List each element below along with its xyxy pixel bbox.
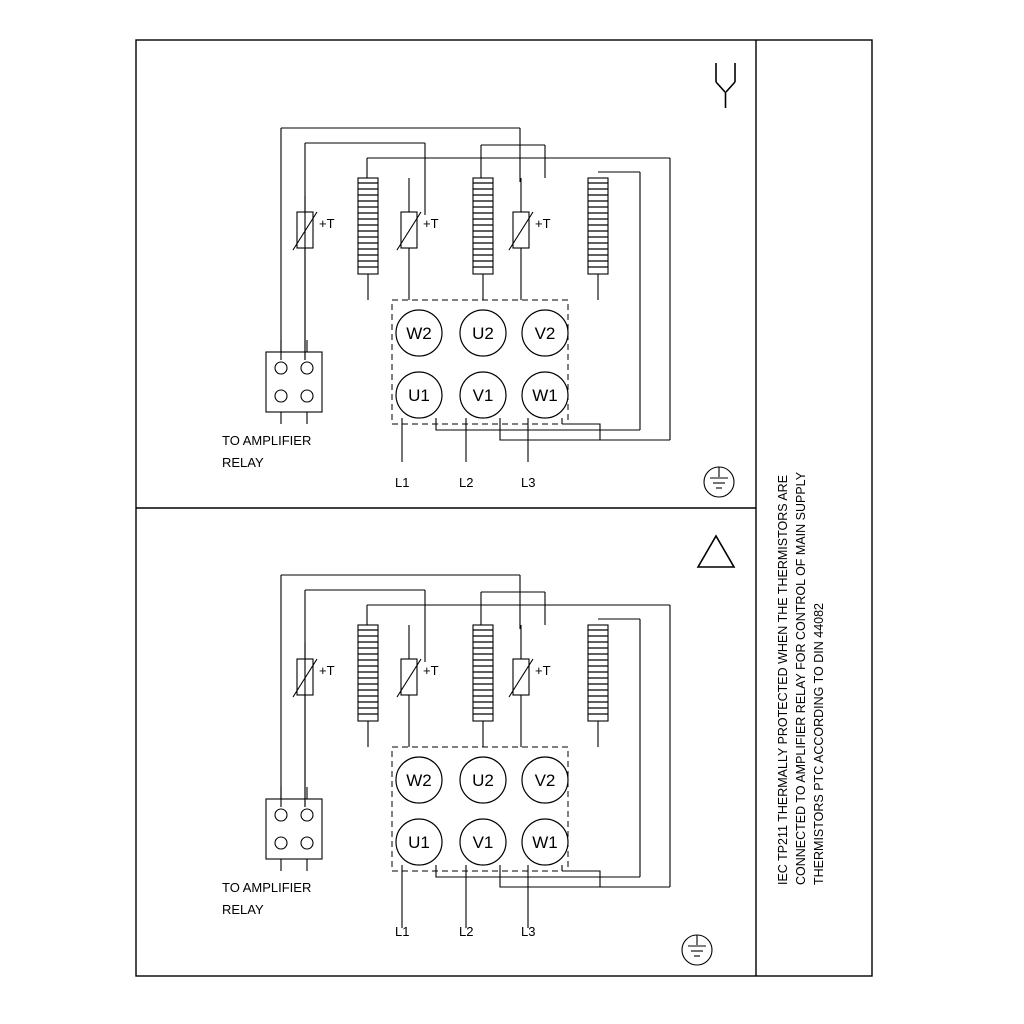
winding-coil-3: [588, 178, 608, 300]
thermistor-group-3: [509, 196, 551, 264]
winding-coil-5: [473, 625, 493, 747]
thermistor-group-1: [293, 196, 335, 264]
terminal-label-w1-2: W1: [532, 833, 558, 852]
amplifier-connector-block: [266, 340, 322, 424]
thermistor-label-5: +T: [423, 663, 439, 678]
terminal-label-v1-2: V1: [472, 833, 494, 852]
supply-label-l1-2: L1: [395, 924, 410, 939]
side-note-line3: THERMISTORS PTC ACCORDING TO DIN 44082: [812, 602, 826, 885]
side-note: [776, 471, 826, 885]
terminal-label-u1: U1: [408, 386, 430, 405]
amplifier-label-line1-2: TO AMPLIFIER: [222, 880, 312, 895]
amplifier-label-line1: TO AMPLIFIER: [222, 433, 312, 448]
thermistor-group-4: [293, 643, 335, 711]
thermistor-label-2: +T: [423, 216, 439, 231]
supply-label-l2: L2: [459, 475, 474, 490]
terminal-u2: [460, 310, 506, 356]
thermistor-group-2: [397, 196, 439, 264]
panel-star: [222, 63, 735, 497]
terminal-w1-2: [522, 819, 568, 865]
terminal-u1-2: [396, 819, 442, 865]
terminal-label-v1: V1: [472, 386, 494, 405]
terminal-label-u2-2: U2: [472, 771, 494, 790]
winding-coil-1: [358, 178, 378, 300]
terminal-w2: [396, 310, 442, 356]
supply-label-l2-2: L2: [459, 924, 474, 939]
terminal-label-w2: W2: [406, 324, 432, 343]
side-note-line2: CONNECTED TO AMPLIFIER RELAY FOR CONTROL OF MAIN SUPPLY: [794, 471, 808, 885]
terminal-u1: [396, 372, 442, 418]
side-note-line1: IEC TP211 THERMALLY PROTECTED WHEN THE THERMISTORS ARE: [776, 474, 790, 885]
winding-coil-6: [588, 625, 608, 747]
terminal-label-w2-2: W2: [406, 771, 432, 790]
thermistor-group-5: [397, 643, 439, 711]
terminal-label-v2-2: V2: [534, 771, 556, 790]
terminal-v1: [460, 372, 506, 418]
supply-label-l3-2: L3: [521, 924, 536, 939]
winding-coil-2: [473, 178, 493, 300]
thermistor-label-6: +T: [535, 663, 551, 678]
amplifier-label-line2: RELAY: [222, 455, 264, 470]
panel-delta: [222, 536, 734, 965]
supply-label-l1: L1: [395, 475, 410, 490]
earth-ground-symbol-2: [682, 935, 712, 965]
terminal-u2-2: [460, 757, 506, 803]
delta-connection-symbol: [698, 536, 734, 567]
supply-label-l3: L3: [521, 475, 536, 490]
supply-wires: [402, 418, 670, 462]
terminal-w2-2: [396, 757, 442, 803]
winding-coil-4: [358, 625, 378, 747]
terminal-label-w1: W1: [532, 386, 558, 405]
amplifier-label-line2-2: RELAY: [222, 902, 264, 917]
earth-ground-symbol: [704, 467, 734, 497]
thermistor-label-4: +T: [319, 663, 335, 678]
thermistor-group-6: [509, 643, 551, 711]
thermistor-label-3: +T: [535, 216, 551, 231]
star-connection-symbol: [716, 63, 735, 108]
terminal-v1-2: [460, 819, 506, 865]
terminal-v2: [522, 310, 568, 356]
terminal-label-u2: U2: [472, 324, 494, 343]
thermistor-label-1: +T: [319, 216, 335, 231]
terminal-w1: [522, 372, 568, 418]
supply-wires-2: [402, 865, 670, 928]
terminal-v2-2: [522, 757, 568, 803]
terminal-label-u1-2: U1: [408, 833, 430, 852]
terminal-label-v2: V2: [534, 324, 556, 343]
amplifier-connector-block-2: [266, 787, 322, 871]
